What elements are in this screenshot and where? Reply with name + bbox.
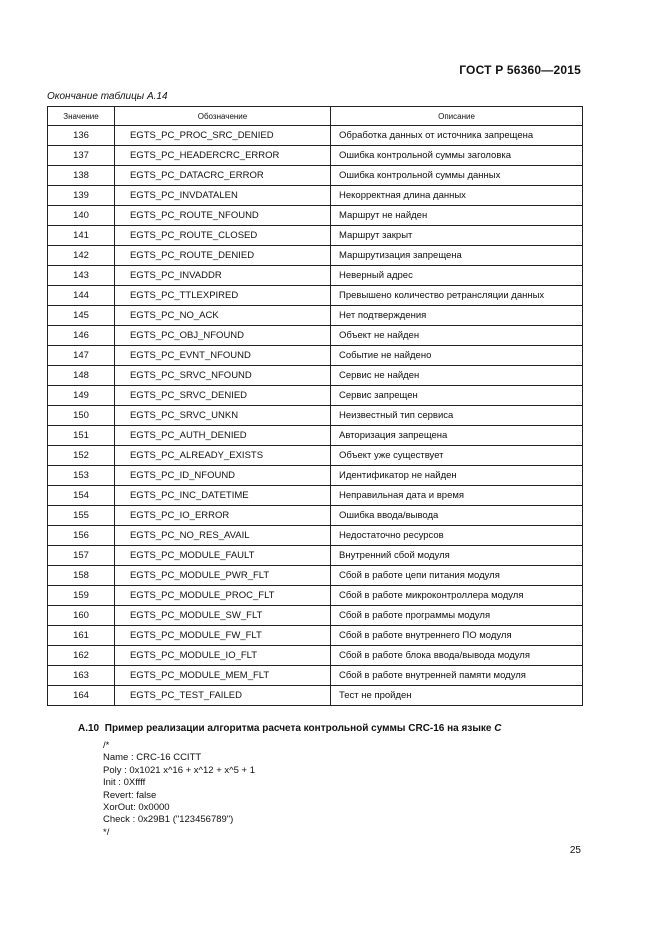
cell-value: 156 (48, 526, 115, 546)
table-row (48, 566, 583, 586)
cell-designation: EGTS_PC_INC_DATETIME (115, 486, 331, 506)
cell-description: Превышено количество ретрансляции данных (331, 286, 583, 306)
cell-designation: EGTS_PC_PROC_SRC_DENIED (115, 126, 331, 146)
cell-value: 146 (48, 326, 115, 346)
cell-designation: EGTS_PC_NO_ACK (115, 306, 331, 326)
cell-description: Идентификатор не найден (331, 466, 583, 486)
cell-value: 158 (48, 566, 115, 586)
cell-designation: EGTS_PC_MODULE_IO_FLT (115, 646, 331, 666)
cell-value: 152 (48, 446, 115, 466)
cell-designation: EGTS_PC_ROUTE_DENIED (115, 246, 331, 266)
cell-description: Сбой в работе программы модуля (331, 606, 583, 626)
table-row (48, 426, 583, 446)
result-codes-table (47, 106, 583, 706)
cell-designation: EGTS_PC_MODULE_SW_FLT (115, 606, 331, 626)
table-row (48, 586, 583, 606)
cell-designation: EGTS_PC_TTLEXPIRED (115, 286, 331, 306)
table-header-row (48, 107, 583, 126)
cell-description: Ошибка контрольной суммы заголовка (331, 146, 583, 166)
cell-designation: EGTS_PC_SRVC_UNKN (115, 406, 331, 426)
table-row (48, 146, 583, 166)
table-body (48, 126, 583, 706)
cell-designation: EGTS_PC_IO_ERROR (115, 506, 331, 526)
cell-value: 157 (48, 546, 115, 566)
table-row (48, 486, 583, 506)
cell-description: Маршрут закрыт (331, 226, 583, 246)
table-row (48, 306, 583, 326)
cell-value: 143 (48, 266, 115, 286)
cell-description: Сервис не найден (331, 366, 583, 386)
table-row (48, 526, 583, 546)
cell-designation: EGTS_PC_MODULE_PWR_FLT (115, 566, 331, 586)
cell-designation: EGTS_PC_MODULE_PROC_FLT (115, 586, 331, 606)
section-title: Пример реализации алгоритма расчета контрольной суммы CRC-16 на языке (104, 723, 492, 734)
table-row (48, 246, 583, 266)
cell-description: Сервис запрещен (331, 386, 583, 406)
cell-description: Тест не пройден (331, 686, 583, 706)
cell-description: Обработка данных от источника запрещена (331, 126, 583, 146)
cell-description: Ошибка ввода/вывода (331, 506, 583, 526)
cell-value: 154 (48, 486, 115, 506)
cell-value: 151 (48, 426, 115, 446)
cell-description: Недостаточно ресурсов (331, 526, 583, 546)
cell-description: Маршрут не найден (331, 206, 583, 226)
cell-value: 137 (48, 146, 115, 166)
standard-designation: ГОСТ Р 56360—2015 (459, 63, 581, 77)
cell-description: Сбой в работе цепи питания модуля (331, 566, 583, 586)
cell-designation: EGTS_PC_MODULE_FW_FLT (115, 626, 331, 646)
cell-value: 155 (48, 506, 115, 526)
section-number: А.10 (78, 723, 100, 734)
cell-value: 153 (48, 466, 115, 486)
cell-description: Авторизация запрещена (331, 426, 583, 446)
cell-designation: EGTS_PC_ROUTE_CLOSED (115, 226, 331, 246)
cell-value: 136 (48, 126, 115, 146)
section-heading (78, 723, 501, 734)
table-row (48, 186, 583, 206)
section-language: С (494, 723, 502, 734)
table-row (48, 126, 583, 146)
cell-value: 139 (48, 186, 115, 206)
cell-value: 149 (48, 386, 115, 406)
cell-designation: EGTS_PC_OBJ_NFOUND (115, 326, 331, 346)
table-row (48, 326, 583, 346)
table-row (48, 666, 583, 686)
table-row (48, 546, 583, 566)
table-row (48, 506, 583, 526)
cell-designation: EGTS_PC_ID_NFOUND (115, 466, 331, 486)
code-line: */ (103, 826, 110, 838)
code-line: XorOut: 0x0000 (103, 802, 170, 814)
code-line: Init : 0Xffff (103, 777, 146, 789)
code-line: Revert: false (103, 789, 157, 801)
cell-value: 164 (48, 686, 115, 706)
cell-description: Нет подтверждения (331, 306, 583, 326)
cell-value: 160 (48, 606, 115, 626)
cell-value: 159 (48, 586, 115, 606)
cell-description: Ошибка контрольной суммы данных (331, 166, 583, 186)
table-row (48, 346, 583, 366)
table-row (48, 606, 583, 626)
table-row (48, 406, 583, 426)
cell-designation: EGTS_PC_DATACRC_ERROR (115, 166, 331, 186)
cell-designation: EGTS_PC_ALREADY_EXISTS (115, 446, 331, 466)
cell-description: Объект не найден (331, 326, 583, 346)
cell-value: 140 (48, 206, 115, 226)
cell-value: 150 (48, 406, 115, 426)
code-line: Check : 0x29B1 ("123456789") (103, 814, 234, 826)
table-row (48, 226, 583, 246)
cell-designation: EGTS_PC_INVADDR (115, 266, 331, 286)
cell-description: Объект уже существует (331, 446, 583, 466)
cell-description: Маршрутизация запрещена (331, 246, 583, 266)
table-row (48, 266, 583, 286)
cell-value: 145 (48, 306, 115, 326)
table-row (48, 366, 583, 386)
cell-description: Событие не найдено (331, 346, 583, 366)
table-row (48, 686, 583, 706)
code-line: Poly : 0x1021 x^16 + x^12 + x^5 + 1 (103, 764, 256, 776)
cell-designation: EGTS_PC_SRVC_NFOUND (115, 366, 331, 386)
table-row (48, 446, 583, 466)
cell-designation: EGTS_PC_HEADERCRC_ERROR (115, 146, 331, 166)
cell-designation: EGTS_PC_NO_RES_AVAIL (115, 526, 331, 546)
cell-description: Неизвестный тип сервиса (331, 406, 583, 426)
cell-description: Сбой в работе микроконтроллера модуля (331, 586, 583, 606)
table-caption: Окончание таблицы А.14 (47, 91, 168, 102)
cell-value: 163 (48, 666, 115, 686)
column-header-description: Описание (331, 107, 583, 126)
cell-description: Неправильная дата и время (331, 486, 583, 506)
cell-designation: EGTS_PC_ROUTE_NFOUND (115, 206, 331, 226)
cell-value: 162 (48, 646, 115, 666)
cell-designation: EGTS_PC_INVDATALEN (115, 186, 331, 206)
column-header-value: Значение (48, 107, 115, 126)
cell-description: Внутренний сбой модуля (331, 546, 583, 566)
cell-value: 147 (48, 346, 115, 366)
table-row (48, 166, 583, 186)
cell-value: 142 (48, 246, 115, 266)
page-number: 25 (569, 845, 581, 856)
cell-description: Неверный адрес (331, 266, 583, 286)
cell-description: Некорректная длина данных (331, 186, 583, 206)
table-row (48, 646, 583, 666)
cell-description: Сбой в работе внутреннего ПО модуля (331, 626, 583, 646)
cell-value: 141 (48, 226, 115, 246)
code-line: /* (103, 740, 110, 751)
cell-designation: EGTS_PC_TEST_FAILED (115, 686, 331, 706)
table-row (48, 626, 583, 646)
table-row (48, 466, 583, 486)
code-line: Name : CRC-16 CCITT (103, 752, 202, 764)
column-header-designation: Обозначение (115, 107, 331, 126)
cell-designation: EGTS_PC_AUTH_DENIED (115, 426, 331, 446)
cell-value: 148 (48, 366, 115, 386)
table-row (48, 386, 583, 406)
cell-designation: EGTS_PC_MODULE_MEM_FLT (115, 666, 331, 686)
cell-value: 138 (48, 166, 115, 186)
cell-designation: EGTS_PC_EVNT_NFOUND (115, 346, 331, 366)
table-row (48, 286, 583, 306)
code-comment-block (103, 740, 255, 839)
cell-designation: EGTS_PC_SRVC_DENIED (115, 386, 331, 406)
cell-description: Сбой в работе блока ввода/вывода модуля (331, 646, 583, 666)
table-row (48, 206, 583, 226)
cell-value: 161 (48, 626, 115, 646)
cell-value: 144 (48, 286, 115, 306)
cell-description: Сбой в работе внутренней памяти модуля (331, 666, 583, 686)
cell-designation: EGTS_PC_MODULE_FAULT (115, 546, 331, 566)
